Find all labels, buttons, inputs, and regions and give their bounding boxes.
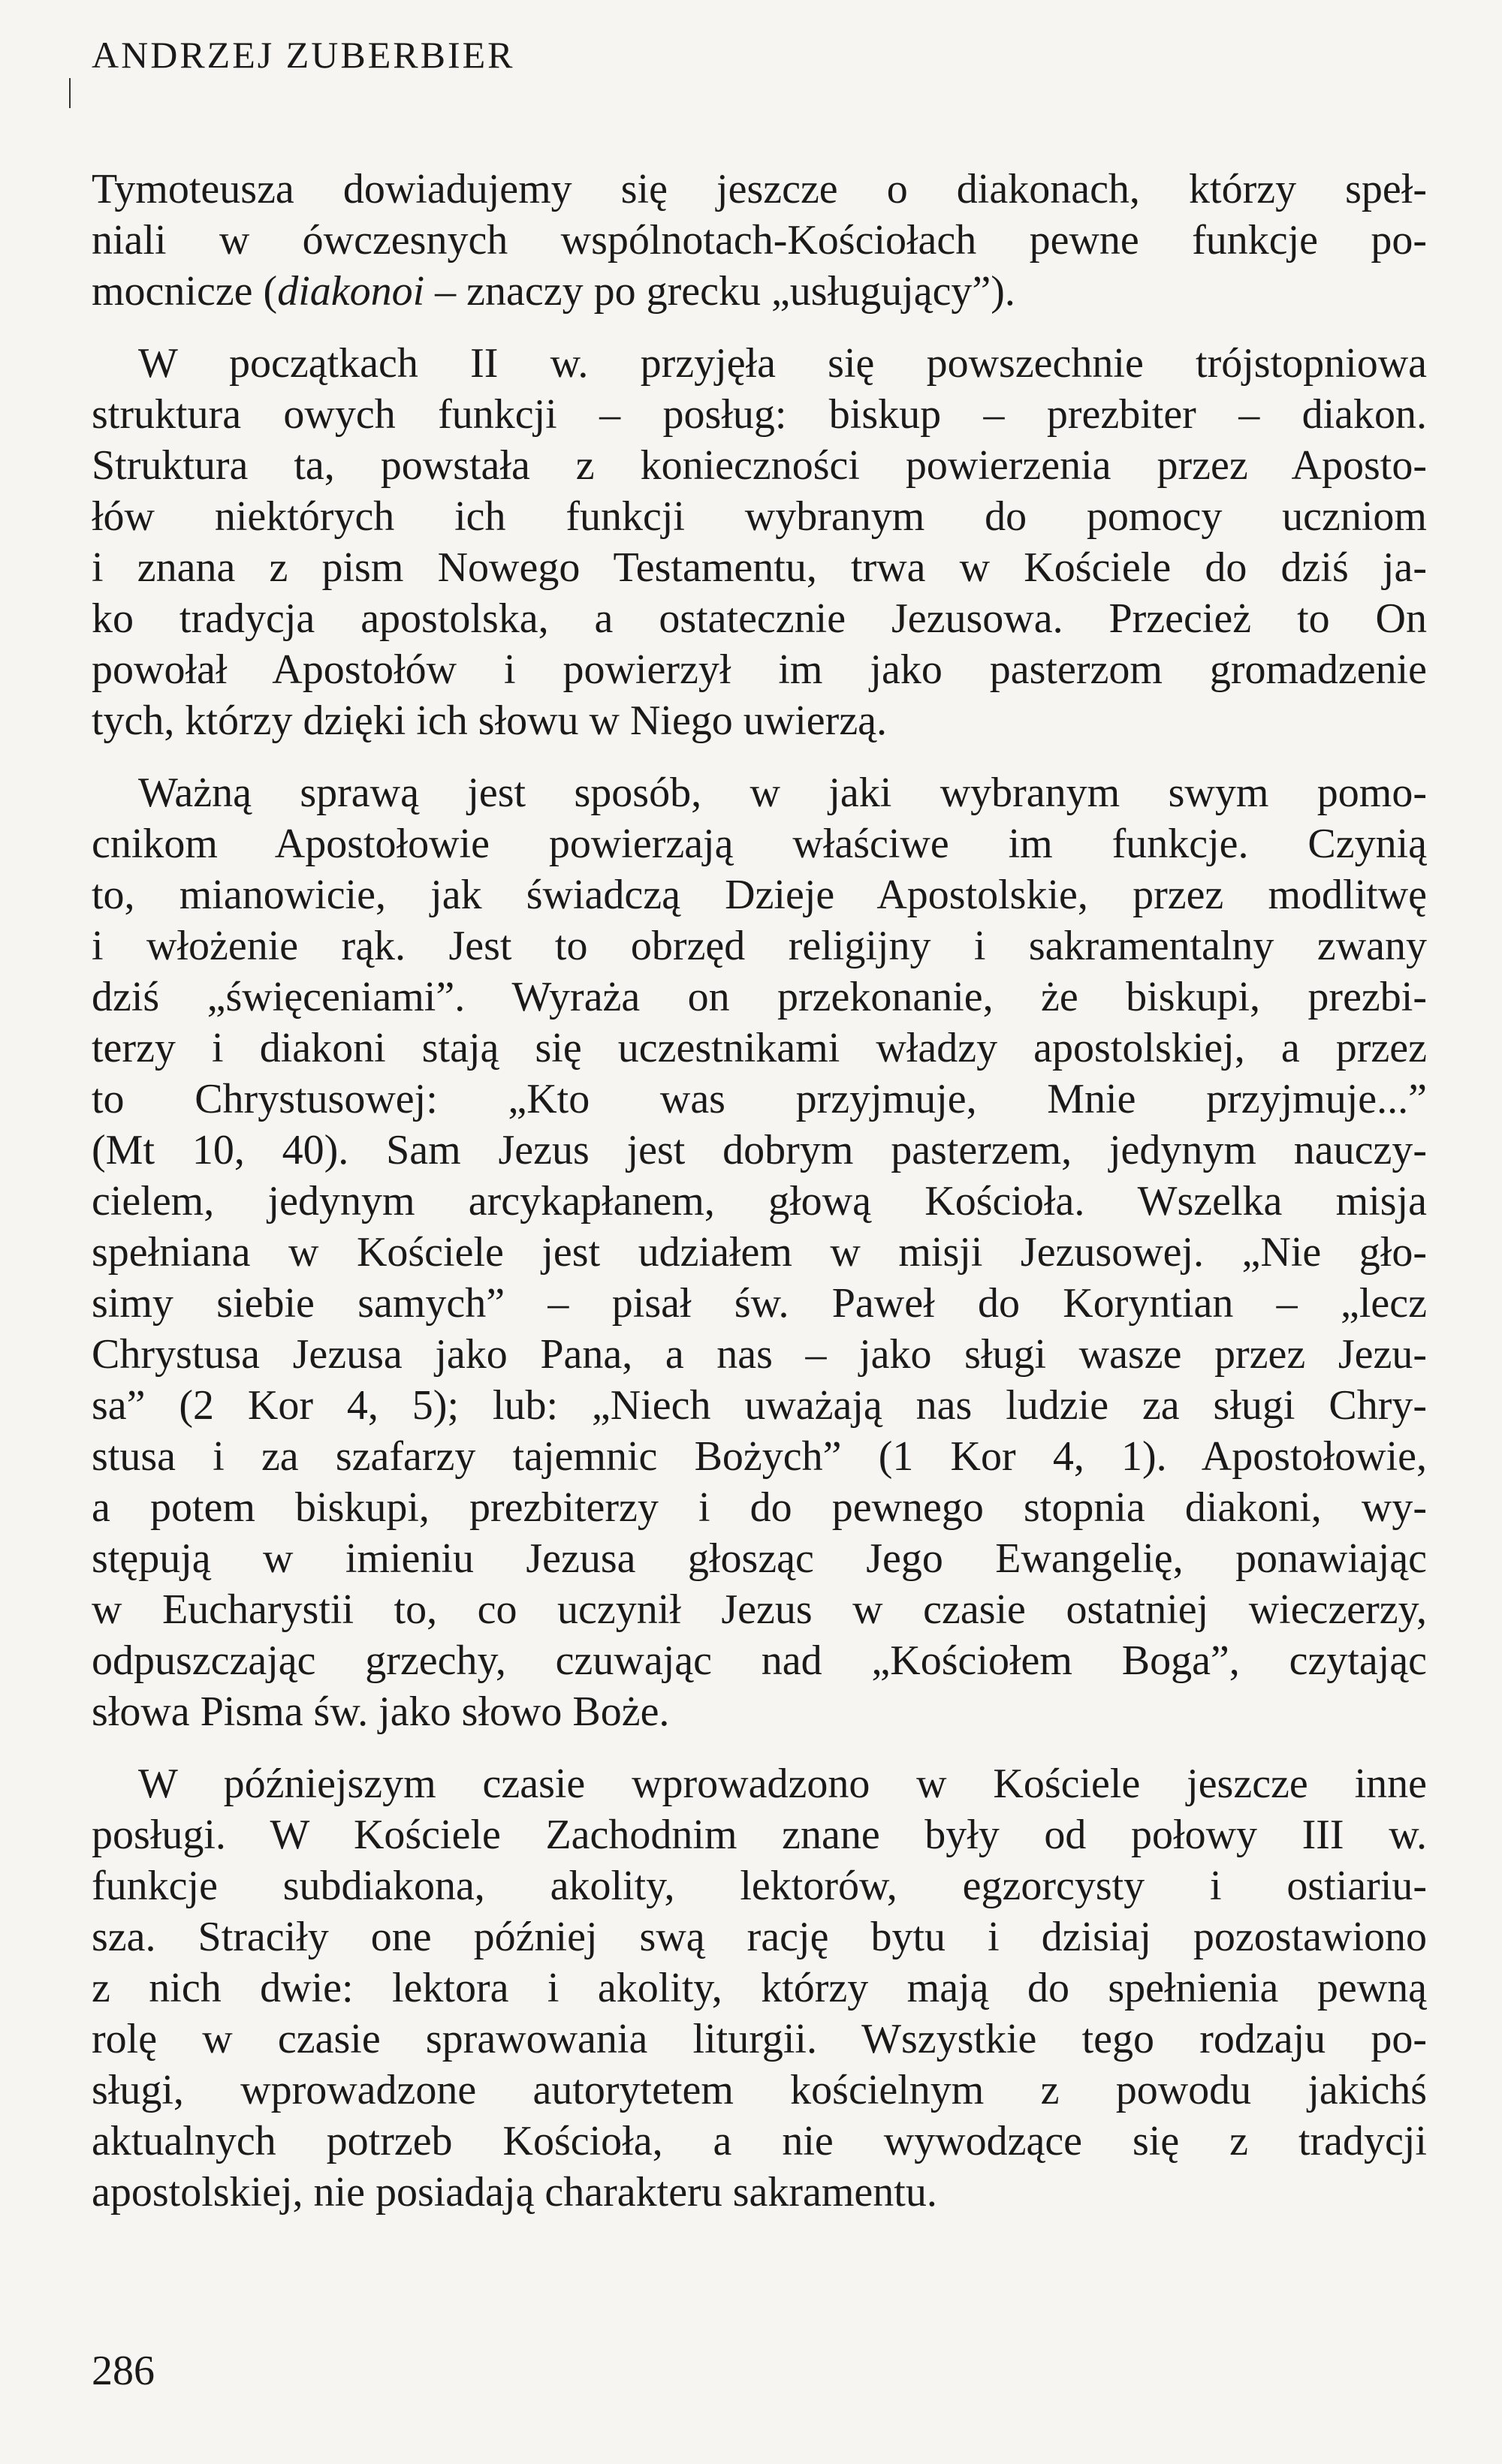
text-line: cielem, jedynym arcykapłanem, głową Kościoła. Wszelka misja (92, 1178, 1427, 1224)
text-line: sa” (2 Kor 4, 5); lub: „Niech uważają nas ludzie za sługi Chry- (92, 1382, 1427, 1429)
text-line: spełniana w Kościele jest udziałem w misji Jezusowej. „Nie gło- (92, 1229, 1427, 1276)
page-number: 286 (92, 2348, 155, 2394)
text-line: a potem biskupi, prezbiterzy i do pewnego stopnia diakoni, wy- (92, 1484, 1427, 1531)
text-line: W początkach II w. przyjęła się powszechnie trójstopniowa (138, 340, 1427, 387)
italic-term: diakonoi (277, 268, 425, 315)
text-line: z nich dwie: lektora i akolity, którzy mają do spełnienia pewną (92, 1965, 1427, 2011)
text-line: rolę w czasie sprawowania liturgii. Wszystkie tego rodzaju po- (92, 2016, 1427, 2062)
text-line: terzy i diakoni stają się uczestnikami władzy apostolskiej, a przez (92, 1025, 1427, 1071)
text-line: i włożenie rąk. Jest to obrzęd religijny i sakramentalny zwany (92, 923, 1427, 969)
text-line: aktualnych potrzeb Kościoła, a nie wywodzące się z tradycji (92, 2118, 1427, 2164)
text-line: to, mianowicie, jak świadczą Dzieje Apostolskie, przez modlitwę (92, 872, 1427, 918)
text-line: sza. Straciły one później swą rację bytu i dzisiaj pozostawiono (92, 1914, 1427, 1960)
text-line: W późniejszym czasie wprowadzono w Kościele jeszcze inne (138, 1761, 1427, 1807)
running-header: ANDRZEJ ZUBERBIER (92, 34, 515, 76)
text-line: apostolskiej, nie posiadają charakteru sakramentu. (92, 2169, 937, 2215)
text-line: Struktura ta, powstała z konieczności powierzenia przez Aposto- (92, 442, 1427, 489)
text-line: Ważną sprawą jest sposób, w jaki wybranym swym pomo- (138, 770, 1427, 816)
paragraph-2 (92, 338, 1427, 746)
text-line: odpuszczając grzechy, czuwając nad „Kościołem Boga”, czytając (92, 1637, 1427, 1684)
paragraph-1 (92, 164, 1427, 317)
text-line: simy siebie samych” – pisał św. Paweł do Koryntian – „lecz (92, 1280, 1427, 1327)
text-line: stępują w imieniu Jezusa głosząc Jego Ewangelię, ponawiając (92, 1535, 1427, 1582)
text-line: ko tradycja apostolska, a ostatecznie Jezusowa. Przecież to On (92, 595, 1427, 642)
text-line: Tymoteusza dowiadujemy się jeszcze o diakonach, którzy speł- (92, 166, 1427, 212)
text-line: funkcje subdiakona, akolity, lektorów, egzorcysty i ostiariu- (92, 1863, 1427, 1909)
text-line: tych, którzy dzięki ich słowu w Niego uwierzą. (92, 697, 888, 744)
text-line: sługi, wprowadzone autorytetem kościelnym z powodu jakichś (92, 2067, 1427, 2113)
text-line: i znana z pism Nowego Testamentu, trwa w Kościele do dziś ja- (92, 544, 1427, 591)
body-text (92, 164, 1427, 2218)
text-line: Chrystusa Jezusa jako Pana, a nas – jako sługi wasze przez Jezu- (92, 1331, 1427, 1378)
text-line: słowa Pisma św. jako słowo Boże. (92, 1688, 670, 1735)
text-line: cnikom Apostołowie powierzają właściwe im funkcje. Czynią (92, 821, 1427, 867)
text-line: to Chrystusowej: „Kto was przyjmuje, Mnie przyjmuje...” (92, 1076, 1427, 1122)
text-line: powołał Apostołów i powierzył im jako pasterzom gromadzenie (92, 646, 1427, 693)
text-line: mocnicze (diakonoi – znaczy po grecku „usługujący”). (92, 268, 1015, 315)
text-line: (Mt 10, 40). Sam Jezus jest dobrym pasterzem, jedynym nauczy- (92, 1127, 1427, 1173)
text-line: struktura owych funkcji – posług: biskup – prezbiter – diakon. (92, 391, 1427, 438)
text-line: w Eucharystii to, co uczynił Jezus w czasie ostatniej wieczerzy, (92, 1586, 1427, 1633)
paragraph-4 (92, 1758, 1427, 2218)
text-line: stusa i za szafarzy tajemnic Bożych” (1 Kor 4, 1). Apostołowie, (92, 1433, 1427, 1480)
margin-mark (69, 78, 71, 108)
text-line: niali w ówczesnych wspólnotach-Kościołach pewne funkcje po- (92, 217, 1427, 264)
text-line: dziś „święceniami”. Wyraża on przekonanie, że biskupi, prezbi- (92, 974, 1427, 1020)
paragraph-3 (92, 767, 1427, 1737)
text-line: posługi. W Kościele Zachodnim znane były od połowy III w. (92, 1812, 1427, 1858)
text-line: łów niektórych ich funkcji wybranym do pomocy uczniom (92, 493, 1427, 540)
